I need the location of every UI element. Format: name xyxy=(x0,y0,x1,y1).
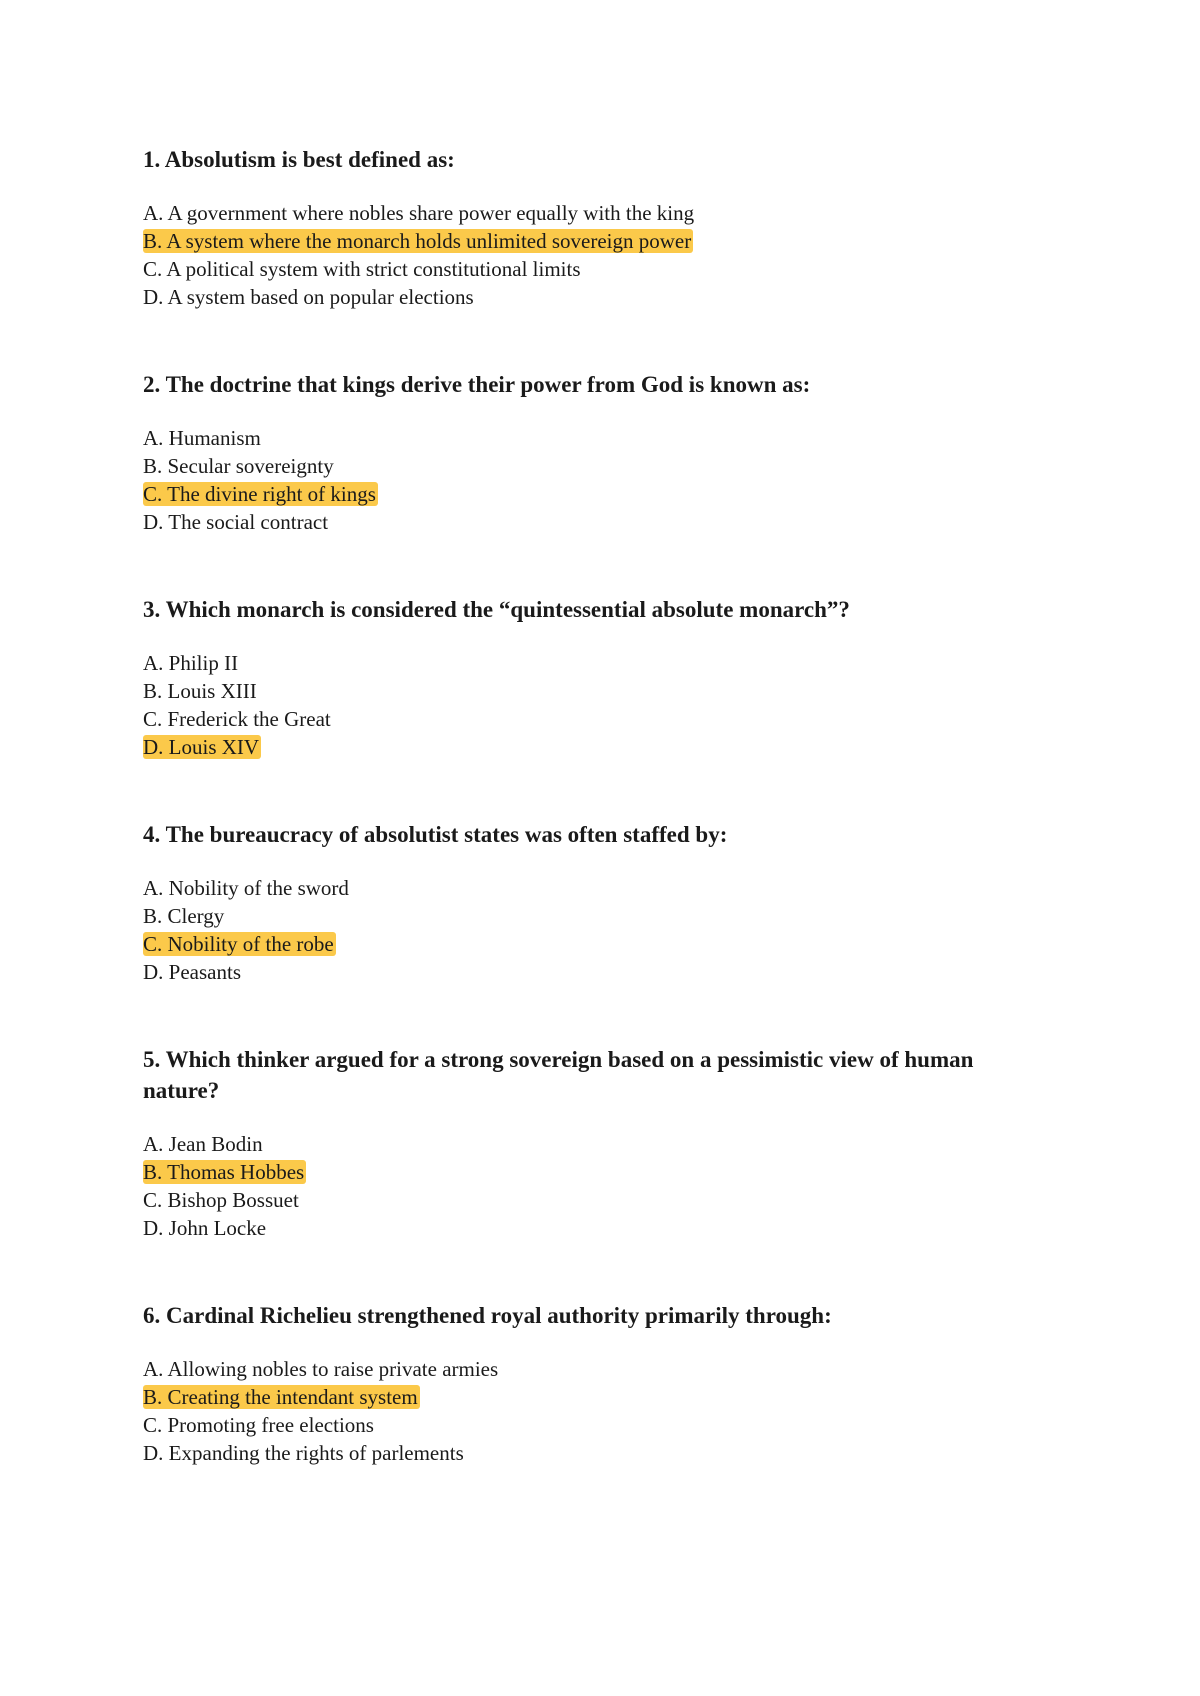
option-text: D. Louis XIV xyxy=(143,735,260,759)
option-text: C. Nobility of the robe xyxy=(143,932,334,956)
option-text: C. A political system with strict constitutional limits xyxy=(143,257,581,281)
option-text: B. Creating the intendant system xyxy=(143,1385,418,1409)
option-a xyxy=(143,1130,1010,1158)
option-text: B. Secular sovereignty xyxy=(143,454,334,478)
option-text: B. Clergy xyxy=(143,904,225,928)
option-b xyxy=(143,1158,1010,1186)
option-text: D. Peasants xyxy=(143,960,241,984)
option-d xyxy=(143,508,1010,536)
option-list xyxy=(143,649,1010,761)
question-text: 1. Absolutism is best defined as: xyxy=(143,147,455,172)
question-2 xyxy=(143,369,1010,536)
option-b xyxy=(143,1383,1010,1411)
question-text: 5. Which thinker argued for a strong sovereign based on a pessimistic view of human nature? xyxy=(143,1047,974,1103)
question-text: 3. Which monarch is considered the “quintessential absolute monarch”? xyxy=(143,597,850,622)
option-text: C. Promoting free elections xyxy=(143,1413,374,1437)
option-text: B. Thomas Hobbes xyxy=(143,1160,305,1184)
option-a xyxy=(143,424,1010,452)
option-text: D. The social contract xyxy=(143,510,329,534)
option-text: C. Frederick the Great xyxy=(143,707,331,731)
option-text: D. Expanding the rights of parlements xyxy=(143,1441,464,1465)
question-3 xyxy=(143,594,1010,761)
option-text: C. Bishop Bossuet xyxy=(143,1188,299,1212)
option-c xyxy=(143,255,1010,283)
option-b xyxy=(143,902,1010,930)
option-c xyxy=(143,705,1010,733)
option-text: B. Louis XIII xyxy=(143,679,257,703)
option-text: B. A system where the monarch holds unlimited sovereign power xyxy=(143,229,692,253)
question-5 xyxy=(143,1044,1010,1242)
option-b xyxy=(143,452,1010,480)
option-text: A. A government where nobles share power equally with the king xyxy=(143,201,695,225)
option-c xyxy=(143,1411,1010,1439)
option-list xyxy=(143,1130,1010,1242)
question-4 xyxy=(143,819,1010,986)
option-text: D. John Locke xyxy=(143,1216,267,1240)
option-d xyxy=(143,283,1010,311)
option-c xyxy=(143,480,1010,508)
option-text: D. A system based on popular elections xyxy=(143,285,474,309)
option-a xyxy=(143,1355,1010,1383)
question-6 xyxy=(143,1300,1010,1467)
option-b xyxy=(143,677,1010,705)
option-text: A. Humanism xyxy=(143,426,261,450)
option-a xyxy=(143,649,1010,677)
option-d xyxy=(143,733,1010,761)
question-text: 2. The doctrine that kings derive their power from God is known as: xyxy=(143,372,811,397)
option-a xyxy=(143,874,1010,902)
option-list xyxy=(143,874,1010,986)
option-text: A. Philip II xyxy=(143,651,239,675)
option-text: C. The divine right of kings xyxy=(143,482,376,506)
option-text: A. Allowing nobles to raise private armies xyxy=(143,1357,499,1381)
option-b xyxy=(143,227,1010,255)
option-c xyxy=(143,930,1010,958)
option-d xyxy=(143,1214,1010,1242)
question-text: 4. The bureaucracy of absolutist states was often staffed by: xyxy=(143,822,728,847)
question-text: 6. Cardinal Richelieu strengthened royal authority primarily through: xyxy=(143,1303,832,1328)
question-1 xyxy=(143,144,1010,311)
option-c xyxy=(143,1186,1010,1214)
option-a xyxy=(143,199,1010,227)
option-list xyxy=(143,424,1010,536)
option-list xyxy=(143,199,1010,311)
option-list xyxy=(143,1355,1010,1467)
option-text: A. Jean Bodin xyxy=(143,1132,263,1156)
option-d xyxy=(143,958,1010,986)
option-text: A. Nobility of the sword xyxy=(143,876,349,900)
option-d xyxy=(143,1439,1010,1467)
